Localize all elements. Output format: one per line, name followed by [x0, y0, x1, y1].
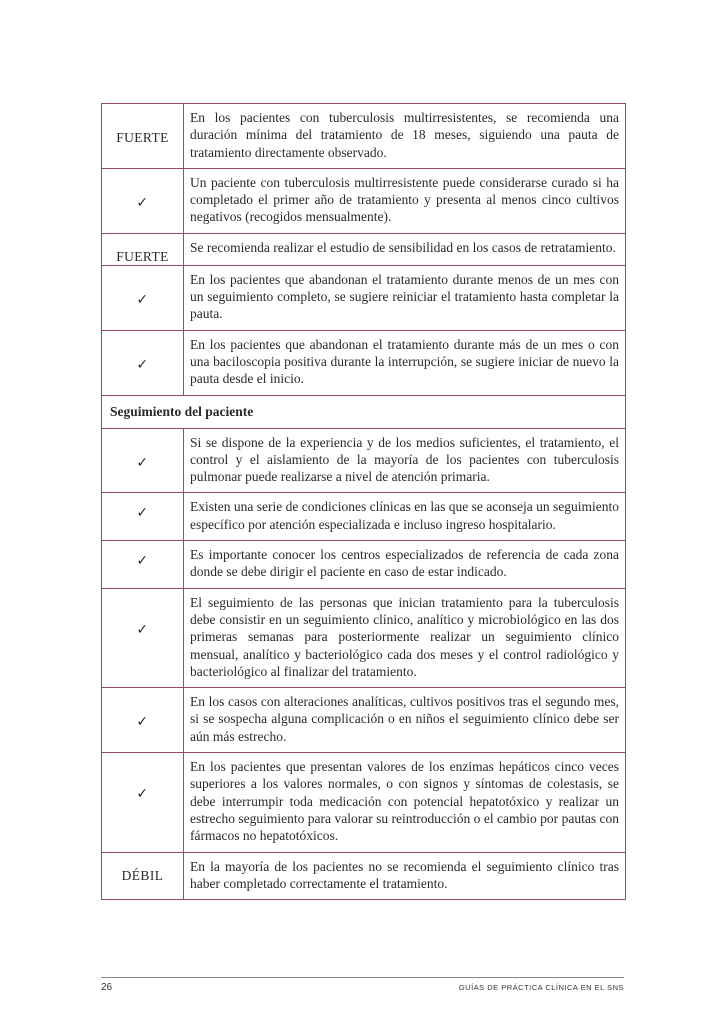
recommendation-text: Es importante conocer los centros especializados de referencia de cada zona donde se debe dirigir el paciente en caso de estar indicado.	[190, 547, 619, 580]
footer-title: GUÍAS DE PRÁCTICA CLÍNICA EN EL SNS	[458, 983, 624, 992]
table-row	[102, 266, 625, 331]
table-row	[102, 688, 625, 753]
page-number: 26	[101, 982, 113, 993]
checkmark-icon: ✓	[102, 688, 184, 752]
recommendation-text: En los pacientes que abandonan el tratamiento durante más de un mes o con una baciloscopia positiva durante la interrupción, se sugiere iniciar de nuevo la pauta desde el inicio.	[190, 336, 619, 387]
recommendation-text: En la mayoría de los pacientes no se recomienda el seguimiento clínico tras haber completado correctamente el tratamiento.	[190, 858, 619, 891]
recommendation-text: En los pacientes que presentan valores de los enzimas hepáticos cinco veces superiores a los valores normales, o con signos y síntomas de colestasis, se debe interrumpir toda medicación con potencial hepatotóxico y realizar un estrecho seguimiento para valorar su reintroducción o el cambio por pautas con fármacos no hepatotóxicos.	[190, 759, 619, 844]
recommendation-text: El seguimiento de las personas que inician tratamiento para la tuberculosis debe consistir en un seguimiento clínico, analítico y microbiológico en las dos primeras semanas para posteriormente realizar un seguimiento clínico mensual, analítico y bacteriológico cada dos meses y el control radiológico y bacteriológico al finalizar del tratamiento.	[190, 594, 619, 679]
checkmark-icon: ✓	[102, 493, 184, 540]
checkmark-icon: ✓	[102, 429, 184, 493]
recommendation-text: Existen una serie de condiciones clínicas en las que se aconseja un seguimiento específico por atención especializada e incluso ingreso hospitalario.	[190, 499, 619, 532]
table-row	[102, 541, 625, 589]
grade-cell: FUERTE	[102, 104, 184, 168]
checkmark-icon: ✓	[102, 541, 184, 588]
checkmark-icon: ✓	[102, 589, 184, 687]
table-row	[102, 493, 625, 541]
table-row	[102, 234, 625, 266]
table-row	[102, 429, 625, 494]
checkmark-icon: ✓	[102, 169, 184, 233]
recommendation-text: En los pacientes con tuberculosis multirresistentes, se recomienda una duración mínima del tratamiento de 18 meses, siguiendo una pauta de tratamiento directamente observado.	[190, 110, 619, 160]
section-title: Seguimiento del paciente	[102, 396, 625, 429]
checkmark-icon: ✓	[102, 331, 184, 395]
table-row	[102, 589, 625, 688]
checkmark-icon: ✓	[102, 266, 184, 330]
table-row	[102, 169, 625, 234]
recommendation-text: En los pacientes que abandonan el tratamiento durante menos de un mes con un seguimiento completo, se sugiere reiniciar el tratamiento hasta completar la pauta.	[190, 271, 619, 322]
recommendation-text: En los casos con alteraciones analíticas, cultivos positivos tras el segundo mes, si se sospecha alguna complicación o en niños el seguimiento clínico debe ser aún más estrecho.	[190, 694, 619, 744]
recommendations-table	[101, 103, 626, 900]
page-footer	[101, 977, 624, 994]
recommendation-text: Si se dispone de la experiencia y de los medios suficientes, el tratamiento, el control y el aislamiento de la mayoría de los pacientes con tuberculosis pulmonar puede realizarse a nivel de atención primaria.	[190, 434, 619, 485]
table-row	[102, 753, 625, 852]
table-row	[102, 331, 625, 396]
grade-cell: DÉBIL	[102, 853, 184, 900]
table-row	[102, 104, 625, 169]
checkmark-icon: ✓	[102, 753, 184, 851]
grade-cell: FUERTE	[102, 234, 184, 265]
recommendation-text: Se recomienda realizar el estudio de sensibilidad en los casos de retratamiento.	[190, 239, 616, 255]
recommendation-text: Un paciente con tuberculosis multirresistente puede considerarse curado si ha completado el primer año de tratamiento y presenta al menos cinco cultivos negativos (recogidos mensualmente).	[190, 174, 619, 225]
table-row	[102, 853, 625, 901]
